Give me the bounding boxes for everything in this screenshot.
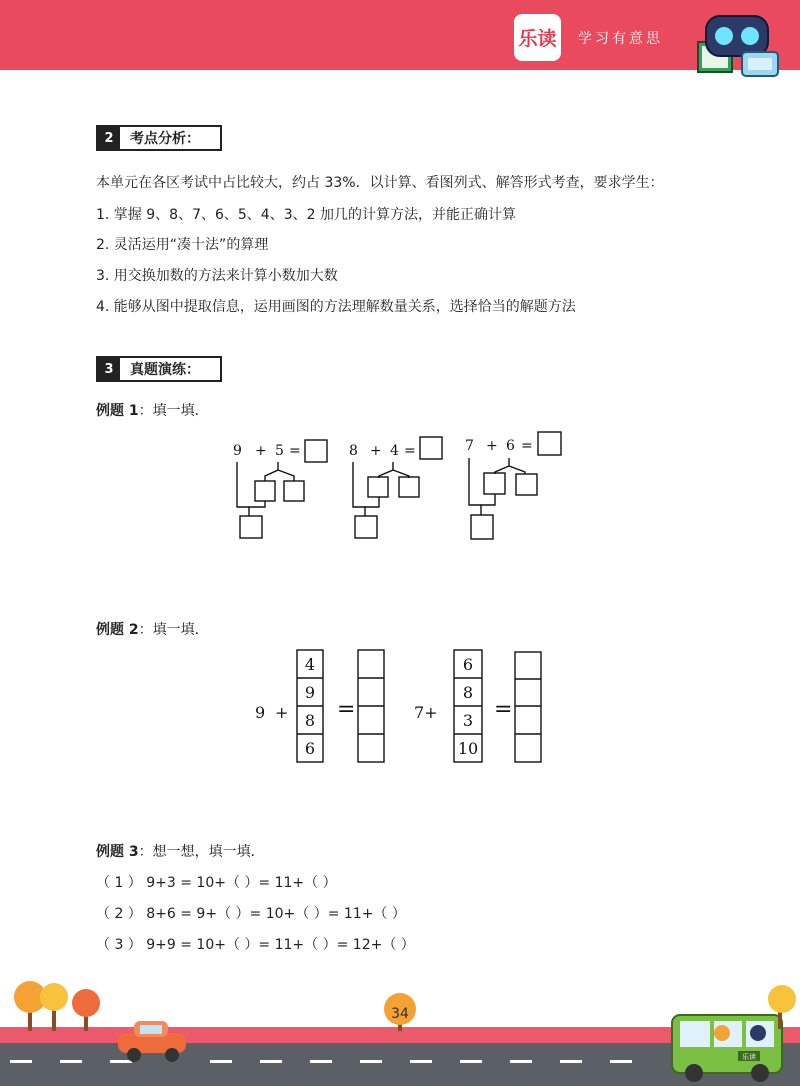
analysis-point: 2. 灵活运用“凑十法”的算理 — [96, 237, 269, 253]
plus-sign: + — [486, 438, 498, 454]
section-title: 真题演练： — [130, 362, 200, 378]
sum-box[interactable] — [240, 516, 262, 538]
fill-in-item: （ 3 ） 9+9 = 10+（ ）= 11+（ ）= 12+（ ） — [96, 937, 415, 953]
addend-cell: 6 — [304, 739, 316, 758]
addend-a: 7 — [465, 438, 474, 454]
equals-sign: = — [521, 438, 533, 454]
addend-cell: 4 — [304, 655, 316, 674]
addend-a: 8 — [349, 443, 358, 459]
plus-sign: + — [275, 703, 289, 722]
addend-a: 9 — [233, 443, 242, 459]
addend-cell: 9 — [304, 683, 316, 702]
addend-b: 4 — [390, 443, 399, 459]
brand-logo — [514, 14, 561, 61]
addend-cell: 8 — [304, 711, 316, 730]
example-prompt: ：想一想，填一填． — [138, 844, 265, 860]
answer-box[interactable] — [420, 437, 442, 459]
make-ten-problem — [465, 438, 533, 454]
base-number: 7+ — [414, 703, 438, 722]
fill-in-item: （ 2 ） 8+6 = 9+（ ）= 10+（ ）= 11+（ ） — [96, 906, 406, 922]
answer-column[interactable] — [358, 650, 384, 762]
section-3-heading — [96, 356, 222, 382]
example-2-heading — [96, 619, 209, 639]
equals-sign: = — [404, 443, 416, 459]
addend-cell: 6 — [462, 655, 474, 674]
split-box[interactable] — [484, 473, 505, 494]
footer-scenery — [0, 975, 800, 1086]
section-title: 考点分析： — [130, 131, 200, 147]
make-ten-problem — [349, 443, 416, 459]
addend-cell: 10 — [457, 739, 479, 758]
brand-slogan: 学习有意思 — [578, 31, 663, 47]
sum-box[interactable] — [471, 515, 493, 539]
bus-label: 乐读 — [742, 1053, 756, 1061]
addend-cell: 3 — [462, 711, 474, 730]
equals-sign: = — [337, 697, 356, 722]
section-2-heading — [96, 125, 222, 151]
split-box[interactable] — [255, 481, 275, 501]
example-label: 例题 2 — [96, 622, 139, 638]
addend-b: 5 — [275, 443, 284, 459]
example-3-heading — [96, 841, 265, 861]
example-1-heading — [96, 400, 209, 420]
example-prompt: ：填一填． — [138, 622, 209, 638]
split-box[interactable] — [399, 477, 419, 497]
logo-text: 乐读 — [518, 28, 557, 50]
page-number: 34 — [391, 1006, 409, 1022]
addend-cell: 8 — [462, 683, 474, 702]
equals-sign: = — [494, 697, 513, 722]
addend-column — [454, 650, 482, 762]
example-label: 例题 1 — [96, 403, 139, 419]
fill-in-item: （ 1 ） 9+3 = 10+（ ）= 11+（ ） — [96, 875, 337, 891]
section-number: 2 — [98, 127, 120, 149]
analysis-point: 3. 用交换加数的方法来计算小数加大数 — [96, 268, 338, 284]
section-number: 3 — [98, 358, 120, 380]
sum-box[interactable] — [355, 516, 377, 538]
split-box[interactable] — [368, 477, 388, 497]
analysis-point: 4. 能够从图中提取信息，运用画图的方法理解数量关系，选择恰当的解题方法 — [96, 299, 576, 315]
make-ten-problem — [233, 443, 301, 459]
split-box[interactable] — [284, 481, 304, 501]
robot-mascot-icon — [692, 12, 784, 78]
bus-icon — [672, 1015, 782, 1082]
example-label: 例题 3 — [96, 844, 139, 860]
example-prompt: ：填一填． — [138, 403, 209, 419]
addend-column — [297, 650, 323, 762]
split-box[interactable] — [516, 474, 537, 495]
page-header — [0, 0, 800, 70]
analysis-point: 1. 掌握 9、8、7、6、5、4、3、2 加几的计算方法，并能正确计算 — [96, 207, 516, 223]
equals-sign: = — [289, 443, 301, 459]
answer-box[interactable] — [538, 432, 561, 455]
plus-sign: + — [370, 443, 382, 459]
addend-b: 6 — [506, 438, 515, 454]
answer-column[interactable] — [515, 652, 541, 762]
base-number: 9 — [255, 703, 266, 722]
tree-icon — [14, 981, 100, 1031]
plus-sign: + — [255, 443, 267, 459]
answer-box[interactable] — [305, 440, 327, 462]
analysis-intro: 本单元在各区考试中占比较大，约占 33%．以计算、看图列式、解答形式考查，要求学生： — [96, 175, 664, 191]
